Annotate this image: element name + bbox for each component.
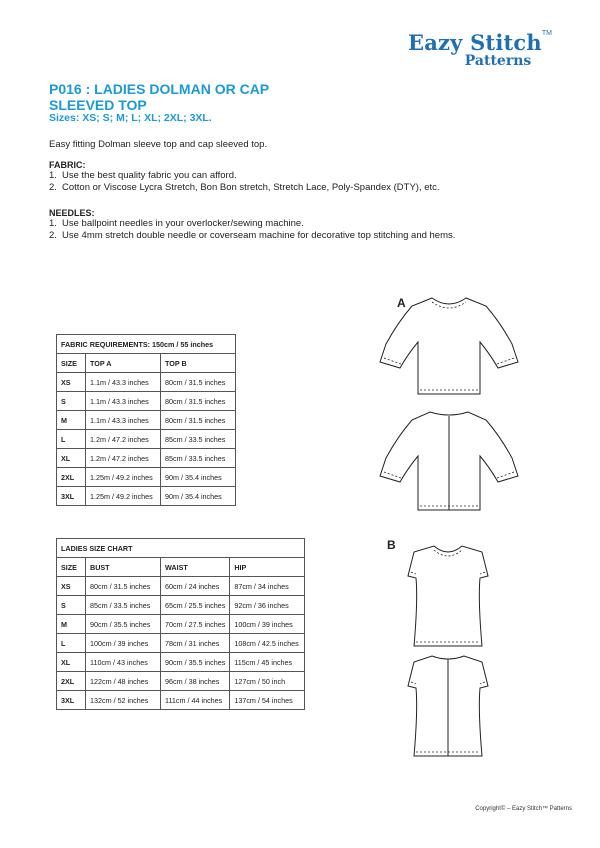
table-row: 2XL 1.25m / 49.2 inches 90m / 35.4 inches (57, 468, 236, 487)
needles-section (49, 208, 455, 242)
sizes-line: Sizes: XS; S; M; L; XL; 2XL; 3XL. (49, 112, 212, 124)
trademark-mark: TM (541, 30, 552, 37)
size-table-header: WAIST (161, 558, 230, 577)
table-row: M 1.1m / 43.3 inches 80cm / 31.5 inches (57, 411, 236, 430)
ladies-size-chart-table (56, 538, 305, 710)
table-row: XS 1.1m / 43.3 inches 80cm / 31.5 inches (57, 373, 236, 392)
table-row: 3XL 132cm / 52 inches 111cm / 44 inches 137cm / 54 inches (57, 691, 305, 710)
needles-item: 2. Use 4mm stretch double needle or coverseam machine for decorative top stitching and hems. (49, 230, 456, 241)
table-row: 3XL 1.25m / 49.2 inches 90m / 35.4 inches (57, 487, 236, 506)
size-table-header: BUST (86, 558, 161, 577)
needles-heading: NEEDLES: (49, 208, 95, 218)
size-table-header: SIZE (57, 558, 86, 577)
top-a-back-illustration (374, 406, 524, 518)
needles-item: 1. Use ballpoint needles in your overlocker/sewing machine. (49, 218, 304, 229)
size-table-caption: LADIES SIZE CHART (57, 539, 305, 558)
fabric-item: 2. Cotton or Viscose Lycra Stretch, Bon Bon stretch, Stretch Lace, Poly-Spandex (DTY), etc. (49, 182, 440, 193)
pattern-title-line-2: SLEEVED TOP (49, 97, 147, 113)
intro-text: Easy fitting Dolman sleeve top and cap sleeved top. (49, 139, 268, 150)
table-row: XL 1.2m / 47.2 inches 85cm / 33.5 inches (57, 449, 236, 468)
style-label-a: A (397, 296, 406, 310)
brand-subtitle: Patterns (464, 53, 532, 69)
brand-logo (400, 30, 560, 69)
fabric-requirements-table (56, 334, 236, 506)
table-row: M 90cm / 35.5 inches 70cm / 27.5 inches 100cm / 39 inches (57, 615, 305, 634)
brand-name: Eazy Stitch™ (408, 30, 552, 55)
fabric-table-header: TOP B (161, 354, 236, 373)
table-row: S 85cm / 33.5 inches 65cm / 25.5 inches 92cm / 36 inches (57, 596, 305, 615)
fabric-table-caption: FABRIC REQUIREMENTS: 150cm / 55 inches (57, 335, 236, 354)
pattern-title (49, 81, 269, 113)
table-row: XS 80cm / 31.5 inches 60cm / 24 inches 87cm / 34 inches (57, 577, 305, 596)
table-row: XL 110cm / 43 inches 90cm / 35.5 inches 115cm / 45 inches (57, 653, 305, 672)
style-label-b: B (387, 538, 396, 552)
fabric-item: 1. Use the best quality fabric you can afford. (49, 170, 237, 181)
table-row: S 1.1m / 43.3 inches 80cm / 31.5 inches (57, 392, 236, 411)
table-row: L 100cm / 39 inches 78cm / 31 inches 108cm / 42.5 inches (57, 634, 305, 653)
table-row: L 1.2m / 47.2 inches 85cm / 33.5 inches (57, 430, 236, 449)
top-b-front-illustration (402, 540, 494, 650)
pattern-title-line-1: P016 : LADIES DOLMAN OR CAP (49, 81, 270, 97)
table-row: 2XL 122cm / 48 inches 96cm / 38 inches 127cm / 50 inch (57, 672, 305, 691)
fabric-table-header: TOP A (86, 354, 161, 373)
top-a-front-illustration (374, 292, 524, 404)
fabric-section (49, 160, 440, 194)
size-table-header: HIP (230, 558, 305, 577)
fabric-table-header: SIZE (57, 354, 86, 373)
copyright-notice: Copyright© – Eazy Stitch™ Patterns (475, 806, 572, 812)
top-b-back-illustration (402, 650, 494, 762)
fabric-heading: FABRIC: (49, 160, 86, 170)
